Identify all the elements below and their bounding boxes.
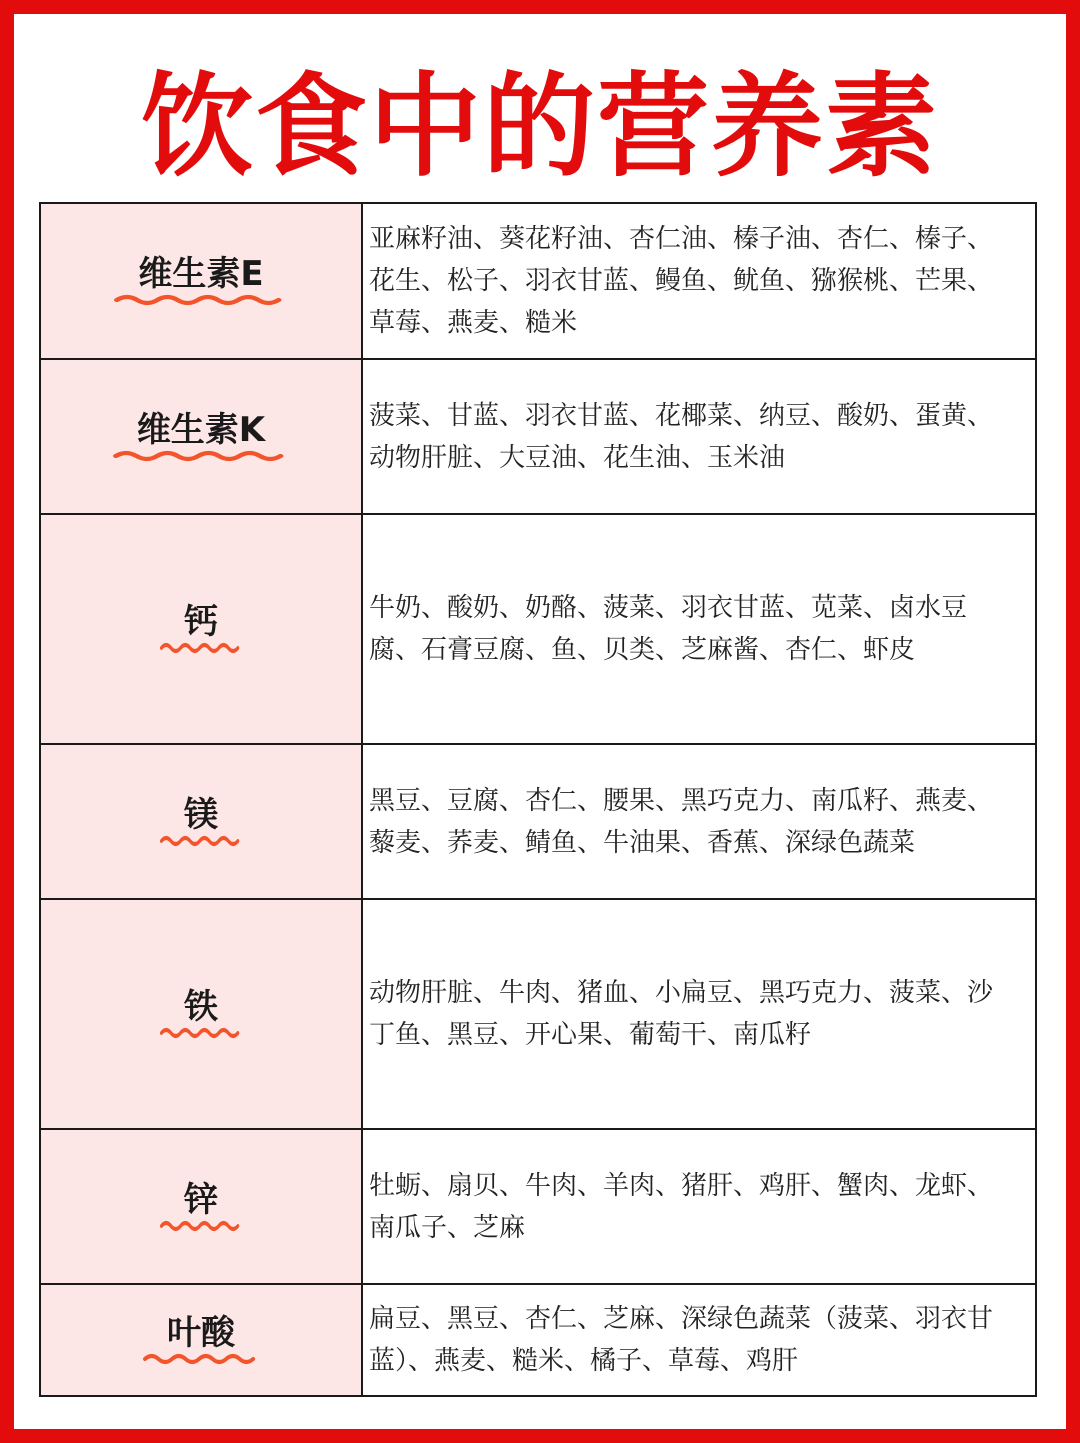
food-list-cell: 黑豆、豆腐、杏仁、腰果、黑巧克力、南瓜籽、燕麦、藜麦、荞麦、鲭鱼、牛油果、香蕉、深绿色蔬菜 [362, 744, 1036, 899]
nutrient-name-cell [40, 744, 362, 899]
wavy-underline-icon [114, 292, 287, 308]
nutrient-name-cell [40, 1129, 362, 1284]
nutrient-name: 叶酸 [167, 1313, 235, 1353]
page-title: 饮食中的营养素 [141, 62, 939, 192]
food-list-cell: 动物肝脏、牛肉、猪血、小扁豆、黑巧克力、菠菜、沙丁鱼、黑豆、开心果、葡萄干、南瓜籽 [362, 899, 1036, 1129]
poster-card [14, 14, 1066, 1429]
table-row [40, 1284, 1036, 1396]
nutrient-name-cell [40, 1284, 362, 1396]
nutrient-name: 维生素K [136, 409, 266, 450]
nutrient-name-cell [40, 203, 362, 359]
food-list-cell: 菠菜、甘蓝、羽衣甘蓝、花椰菜、纳豆、酸奶、蛋黄、动物肝脏、大豆油、花生油、玉米油 [362, 359, 1036, 514]
table-row [40, 514, 1036, 744]
table-row [40, 203, 1036, 359]
nutrient-name: 锌 [184, 1179, 218, 1220]
table-row [40, 1129, 1036, 1284]
nutrient-name: 钙 [184, 602, 218, 642]
nutrient-name-cell [40, 514, 362, 744]
table-row [40, 899, 1036, 1129]
nutrient-name-cell [40, 899, 362, 1129]
wavy-underline-icon [160, 640, 242, 656]
table-row [40, 359, 1036, 514]
wavy-underline-icon [143, 1351, 259, 1367]
nutrient-table [39, 202, 1037, 1397]
nutrient-name: 铁 [184, 987, 218, 1027]
wavy-underline-icon [160, 1025, 242, 1041]
food-list-cell: 牛奶、酸奶、奶酪、菠菜、羽衣甘蓝、苋菜、卤水豆腐、石膏豆腐、鱼、贝类、芝麻酱、杏仁、虾皮 [362, 514, 1036, 744]
table-row [40, 744, 1036, 899]
nutrient-name: 镁 [184, 794, 218, 835]
nutrient-name-cell [40, 359, 362, 514]
food-list-cell: 扁豆、黑豆、杏仁、芝麻、深绿色蔬菜（菠菜、羽衣甘蓝）、燕麦、糙米、橘子、草莓、鸡肝 [362, 1284, 1036, 1396]
food-list-cell: 亚麻籽油、葵花籽油、杏仁油、榛子油、杏仁、榛子、花生、松子、羽衣甘蓝、鳗鱼、鱿鱼、猕猴桃、芒果、草莓、燕麦、糙米 [362, 203, 1036, 359]
food-list-cell: 牡蛎、扇贝、牛肉、羊肉、猪肝、鸡肝、蟹肉、龙虾、南瓜子、芝麻 [362, 1129, 1036, 1284]
nutrient-name: 维生素E [138, 254, 264, 294]
